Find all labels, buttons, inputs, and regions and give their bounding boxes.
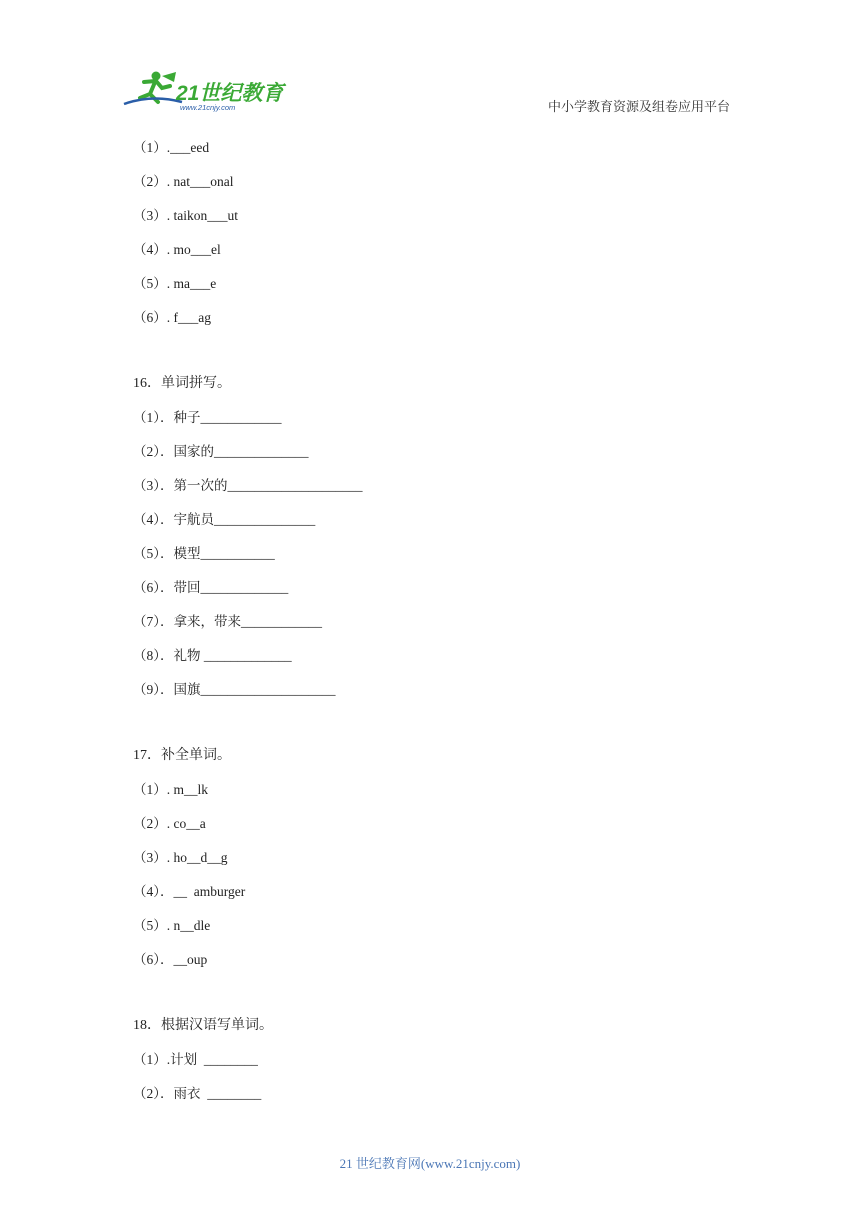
q15-item-4: （4）. mo___el	[133, 242, 221, 257]
q15-item-5: （5）. ma___e	[133, 276, 217, 291]
q16-item-9: （9）．国旗____________________	[133, 682, 336, 697]
logo-url: www.21cnjy.com	[180, 103, 236, 112]
q17-title: 17．补全单词。	[133, 748, 231, 763]
page-header	[0, 0, 860, 120]
q15-item-3: （3）. taikon___ut	[133, 208, 238, 223]
q16-item-6: （6）．带回_____________	[133, 580, 289, 595]
q15-item-6: （6）. f___ag	[133, 310, 211, 325]
q17-item-6: （6）．__oup	[133, 952, 208, 967]
logo-21cnjy	[122, 68, 290, 114]
q18-title: 18．根据汉语写单词。	[133, 1018, 273, 1033]
q18-item-1: （1）.计划 ________	[133, 1052, 258, 1067]
q16-item-7: （7）．拿来，带来____________	[133, 614, 322, 629]
logo-text: 21世纪教育	[176, 82, 284, 105]
q17-item-4: （4）．__ amburger	[133, 884, 246, 899]
q15-item-1: （1）.___eed	[133, 140, 210, 155]
q16-item-3: （3）．第一次的____________________	[133, 478, 363, 493]
q18-item-2: （2）．雨衣 ________	[133, 1086, 262, 1101]
q17-item-2: （2）. co__a	[133, 816, 206, 831]
q15-item-2: （2）. nat___onal	[133, 174, 234, 189]
q16-item-4: （4）．宇航员_______________	[133, 512, 316, 527]
q16-item-1: （1）．种子____________	[133, 410, 282, 425]
q17-item-5: （5）. n__dle	[133, 918, 211, 933]
q16-item-2: （2）．国家的______________	[133, 444, 309, 459]
q17-item-1: （1）. m__lk	[133, 782, 209, 797]
platform-title: 中小学教育资源及组卷应用平台	[548, 99, 731, 114]
page-footer[interactable]: 21 世纪教育网(www.21cnjy.com)	[339, 1156, 521, 1171]
q16-item-5: （5）．模型___________	[133, 546, 275, 561]
q17-item-3: （3）. ho__d__g	[133, 850, 228, 865]
q16-item-8: （8）．礼物 _____________	[133, 648, 292, 663]
q16-title: 16．单词拼写。	[133, 376, 231, 391]
